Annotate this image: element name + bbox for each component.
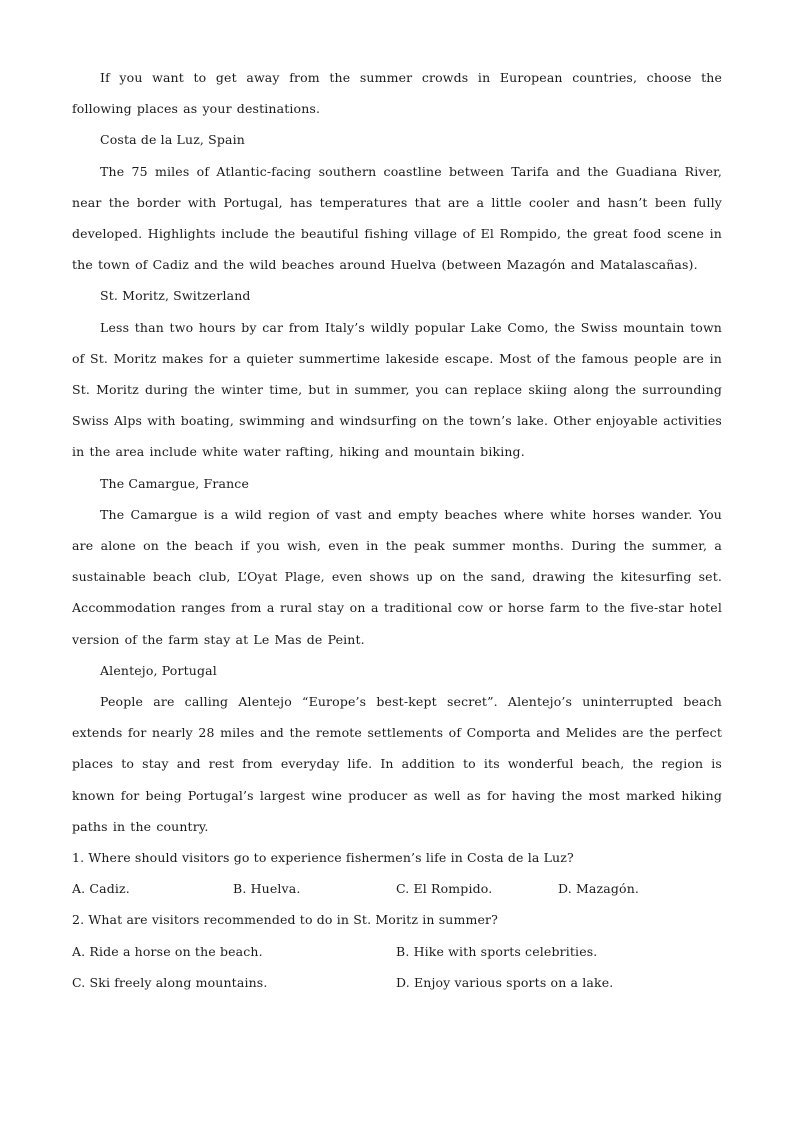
question-options-row-2: [72, 967, 722, 998]
option-a: A. Cadiz.: [72, 881, 130, 897]
section-heading: Alentejo, Portugal: [100, 662, 217, 678]
option-b: B. Hike with sports celebrities.: [396, 943, 598, 959]
question-options-row-1: [72, 936, 722, 967]
option-d: D. Mazagón.: [558, 881, 640, 897]
question-stem: 1. Where should visitors go to experience fishermen’s life in Costa de la Luz?: [72, 850, 574, 866]
question-stem: 2. What are visitors recommended to do in St. Moritz in summer?: [72, 912, 499, 928]
option-a: A. Ride a horse on the beach.: [72, 943, 263, 959]
section-heading: The Camargue, France: [100, 475, 250, 491]
intro-paragraph: If you want to get away from the summer crowds in European countries, choose the following places as your destinations.: [72, 70, 722, 117]
section-body: People are calling Alentejo “Europe’s best-kept secret”. Alentejo’s uninterrupted beach extends for nearly 28 miles and the remote settlements of Comporta and Melides are the perfect places to stay and rest from everyday life. In addition to its wonderful beach, the region is known for being Portugal’s largest wine producer as well as for having the most marked hiking paths in the country.: [72, 694, 722, 834]
question-1: [72, 842, 722, 904]
section-alentejo: [72, 655, 722, 842]
passage: [72, 62, 722, 998]
question-options: [72, 873, 722, 904]
option-c: C. El Rompido.: [396, 881, 493, 897]
option-c: C. Ski freely along mountains.: [72, 974, 268, 990]
option-b: B. Huelva.: [233, 881, 301, 897]
section-costa-de-la-luz: [72, 124, 722, 280]
section-camargue: [72, 468, 722, 655]
section-body: The 75 miles of Atlantic-facing southern coastline between Tarifa and the Guadiana River, near the border with Portugal, has temperatures that are a little cooler and hasn’t been fully developed. Highlights include the beautiful fishing village of El Rompido, the great food scene in the town of Cadiz and the wild beaches around Huelva (between Mazagón and Matalascañas).: [72, 163, 722, 273]
option-d: D. Enjoy various sports on a lake.: [396, 974, 614, 990]
section-body: The Camargue is a wild region of vast and empty beaches where white horses wander. You are alone on the beach if you wish, even in the peak summer months. During the summer, a sustainable beach club, L’Oyat Plage, even shows up on the sand, drawing the kitesurfing set. Accommodation ranges from a rural stay on a traditional cow or horse farm to the five-star hotel version of the farm stay at Le Mas de Peint.: [72, 506, 722, 647]
section-heading: Costa de la Luz, Spain: [100, 132, 245, 148]
question-2: [72, 904, 722, 998]
section-body: Less than two hours by car from Italy’s wildly popular Lake Como, the Swiss mountain town of St. Moritz makes for a quieter summertime lakeside escape. Most of the famous people are in St. Moritz during the winter time, but in summer, you can replace skiing along the surrounding Swiss Alps with boating, swimming and windsurfing on the town’s lake. Other enjoyable activities in the area include white water rafting, hiking and mountain biking.: [72, 319, 722, 460]
section-heading: St. Moritz, Switzerland: [100, 288, 251, 304]
section-st-moritz: [72, 280, 722, 467]
